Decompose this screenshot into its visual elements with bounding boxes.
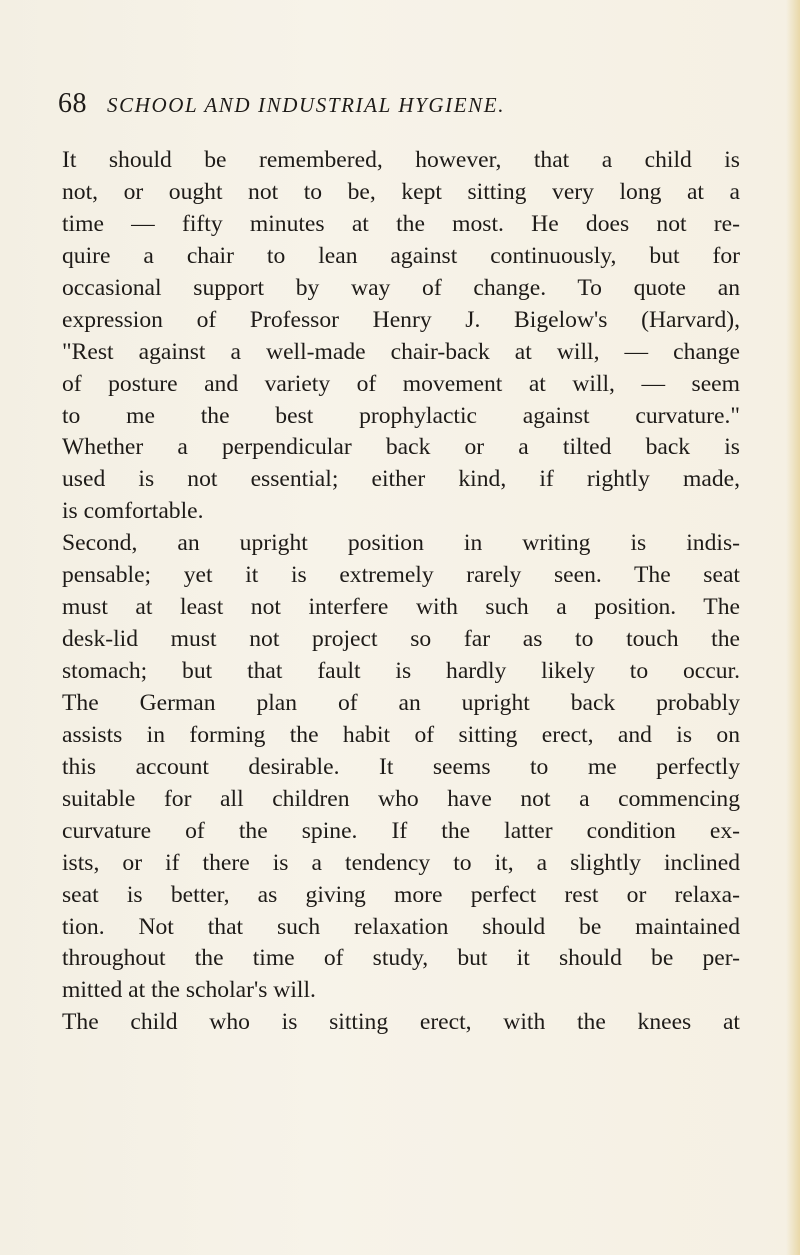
text-line: tion. Not that such relaxation should be maintained xyxy=(62,913,740,940)
text-line: not, or ought not to be, kept sitting very long at a xyxy=(62,178,740,205)
text-line: assists in forming the habit of sitting erect, and is on xyxy=(62,721,740,748)
text-line: ists, or if there is a tendency to it, a slightly inclined xyxy=(62,849,740,876)
text-line: curvature of the spine. If the latter condition ex- xyxy=(62,817,740,844)
text-line: The child who is sitting erect, with the knees at xyxy=(62,1009,740,1036)
text-line: expression of Professor Henry J. Bigelow's (Harvard), xyxy=(62,306,740,333)
text-line: Whether a perpendicular back or a tilted back is xyxy=(62,434,740,461)
text-line: is comfortable. xyxy=(62,498,204,525)
text-line: desk-lid must not project so far as to touch the xyxy=(62,626,740,653)
text-line: pensable; yet it is extremely rarely seen. The seat xyxy=(62,562,740,589)
text-line: seat is better, as giving more perfect rest or relaxa- xyxy=(62,881,740,908)
text-line: to me the best prophylactic against curvature." xyxy=(62,402,740,429)
body-text xyxy=(62,145,740,1039)
text-line: this account desirable. It seems to me perfectly xyxy=(62,753,740,780)
text-line: throughout the time of study, but it should be per- xyxy=(62,945,740,972)
running-title: SCHOOL AND INDUSTRIAL HYGIENE. xyxy=(107,93,506,117)
text-line: of posture and variety of movement at will, — seem xyxy=(62,370,740,397)
running-head xyxy=(58,88,758,120)
text-line: stomach; but that fault is hardly likely to occur. xyxy=(62,658,740,684)
text-line: "Rest against a well-made chair-back at will, — change xyxy=(62,338,740,365)
text-line: occasional support by way of change. To quote an xyxy=(62,274,740,301)
text-line: suitable for all children who have not a commencing xyxy=(62,785,740,812)
text-line: must at least not interfere with such a position. The xyxy=(62,594,740,621)
text-line: The German plan of an upright back probably xyxy=(62,689,740,716)
page-edge-shading xyxy=(786,0,800,1255)
text-line: time — fifty minutes at the most. He does not re- xyxy=(62,210,740,237)
text-line: quire a chair to lean against continuously, but for xyxy=(62,242,740,269)
page-number: 68 xyxy=(58,88,87,119)
text-line: Second, an upright position in writing is indis- xyxy=(62,530,740,557)
text-line: used is not essential; either kind, if rightly made, xyxy=(62,466,740,493)
text-line: mitted at the scholar's will. xyxy=(62,977,316,1004)
text-line: It should be remembered, however, that a child is xyxy=(62,147,740,173)
